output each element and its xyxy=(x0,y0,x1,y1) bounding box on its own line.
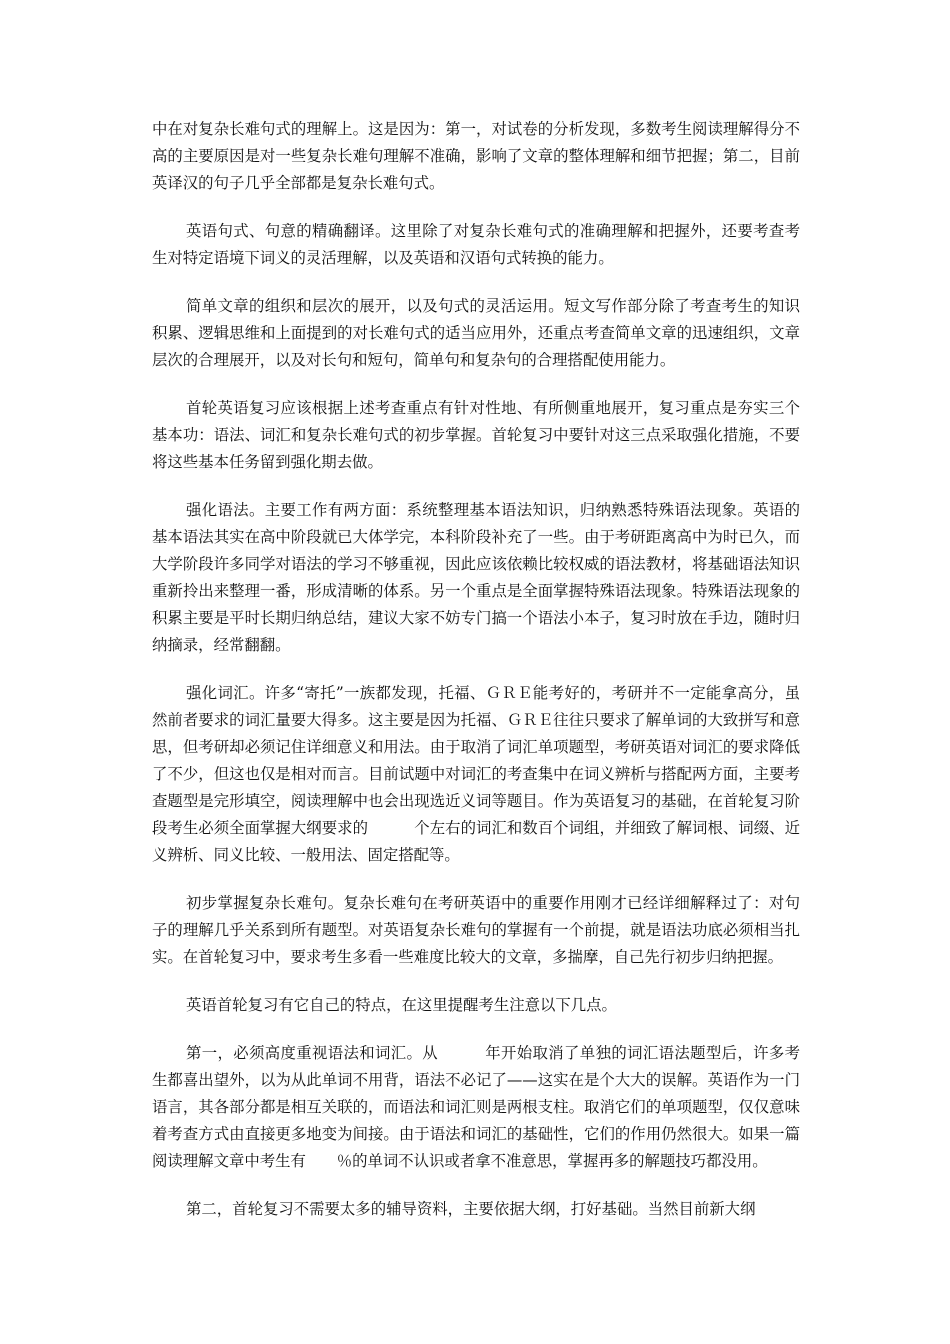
paragraph-first-round-review: 首轮英语复习应该根据上述考查重点有针对性地、有所侧重地展开，复习重点是夯实三个基本功：语法、词汇和复杂长难句式的初步掌握。首轮复习中要针对这三点采取强化措施，不要将这些基本任务留到强化期去做。 xyxy=(152,399,800,471)
paragraph-tip-one: 第一，必须高度重视语法和词汇。从 年开始取消了单独的词汇语法题型后，许多考生都喜出望外，以为从此单词不用背，语法不必记了——这实在是个大大的误解。英语作为一门语言，其各部分都是相互关联的，而语法和词汇则是两根支柱。取消它们的单项题型，仅仅意味着考查方式由直接更多地变为间接。由于语法和词汇的基础性，它们的作用仍然很大。如果一篇阅读理解文章中考生有 ％的单词不认识或者拿不准意思，掌握再多的解题技巧都没用。 xyxy=(152,1044,800,1170)
paragraph-translation: 英语句式、句意的精确翻译。这里除了对复杂长难句式的准确理解和把握外，还要考查考生对特定语境下词义的灵活理解，以及英语和汉语句式转换的能力。 xyxy=(152,222,800,267)
paragraph-writing: 简单文章的组织和层次的展开，以及句式的灵活运用。短文写作部分除了考查考生的知识积累、逻辑思维和上面提到的对长难句式的适当应用外，还重点考查简单文章的迅速组织，文章层次的合理展开，以及对长句和短句，简单句和复杂句的合理搭配使用能力。 xyxy=(152,297,800,369)
paragraph-grammar: 强化语法。主要工作有两方面：系统整理基本语法知识，归纳熟悉特殊语法现象。英语的基本语法其实在高中阶段就已大体学完，本科阶段补充了一些。由于考研距离高中为时已久，而大学阶段许多同学对语法的学习不够重视，因此应该依赖比较权威的语法教材，将基础语法知识重新拎出来整理一番，形成清晰的体系。另一个重点是全面掌握特殊语法现象。特殊语法现象的积累主要是平时长期归纳总结，建议大家不妨专门搞一个语法小本子，复习时放在手边，随时归纳摘录，经常翻翻。 xyxy=(152,501,800,654)
document-body xyxy=(152,116,800,1244)
paragraph-long-sentences: 初步掌握复杂长难句。复杂长难句在考研英语中的重要作用刚才已经详细解释过了：对句子的理解几乎关系到所有题型。对英语复杂长难句的掌握有一个前提，就是语法功底必须相当扎实。在首轮复习中，要求考生多看一些难度比较大的文章，多揣摩，自己先行初步归纳把握。 xyxy=(152,894,800,966)
paragraph-tip-two: 第二，首轮复习不需要太多的辅导资料，主要依据大纲，打好基础。当然目前新大纲 xyxy=(186,1200,756,1218)
paragraph-continuation: 中在对复杂长难句式的理解上。这是因为：第一，对试卷的分析发现，多数考生阅读理解得分不高的主要原因是对一些复杂长难句理解不准确，影响了文章的整体理解和细节把握；第二，目前英译汉的句子几乎全部都是复杂长难句式。 xyxy=(152,120,800,192)
paragraph-tips-intro: 英语首轮复习有它自己的特点，在这里提醒考生注意以下几点。 xyxy=(186,996,617,1014)
paragraph-vocabulary: 强化词汇。许多“寄托”一族都发现，托福、ＧＲＥ能考好的，考研并不一定能拿高分，虽然前者要求的词汇量要大得多。这主要是因为托福、ＧＲＥ往往只要求了解单词的大致拼写和意思，但考研却必须记住详细意义和用法。由于取消了词汇单项题型，考研英语对词汇的要求降低了不少，但这也仅是相对而言。目前试题中对词汇的考查集中在词义辨析与搭配两方面，主要考查题型是完形填空，阅读理解中也会出现选近义词等题目。作为英语复习的基础，在首轮复习阶段考生必须全面掌握大纲要求的 个左右的词汇和数百个词组，并细致了解词根、词缀、近义辨析、同义比较、一般用法、固定搭配等。 xyxy=(152,684,800,864)
